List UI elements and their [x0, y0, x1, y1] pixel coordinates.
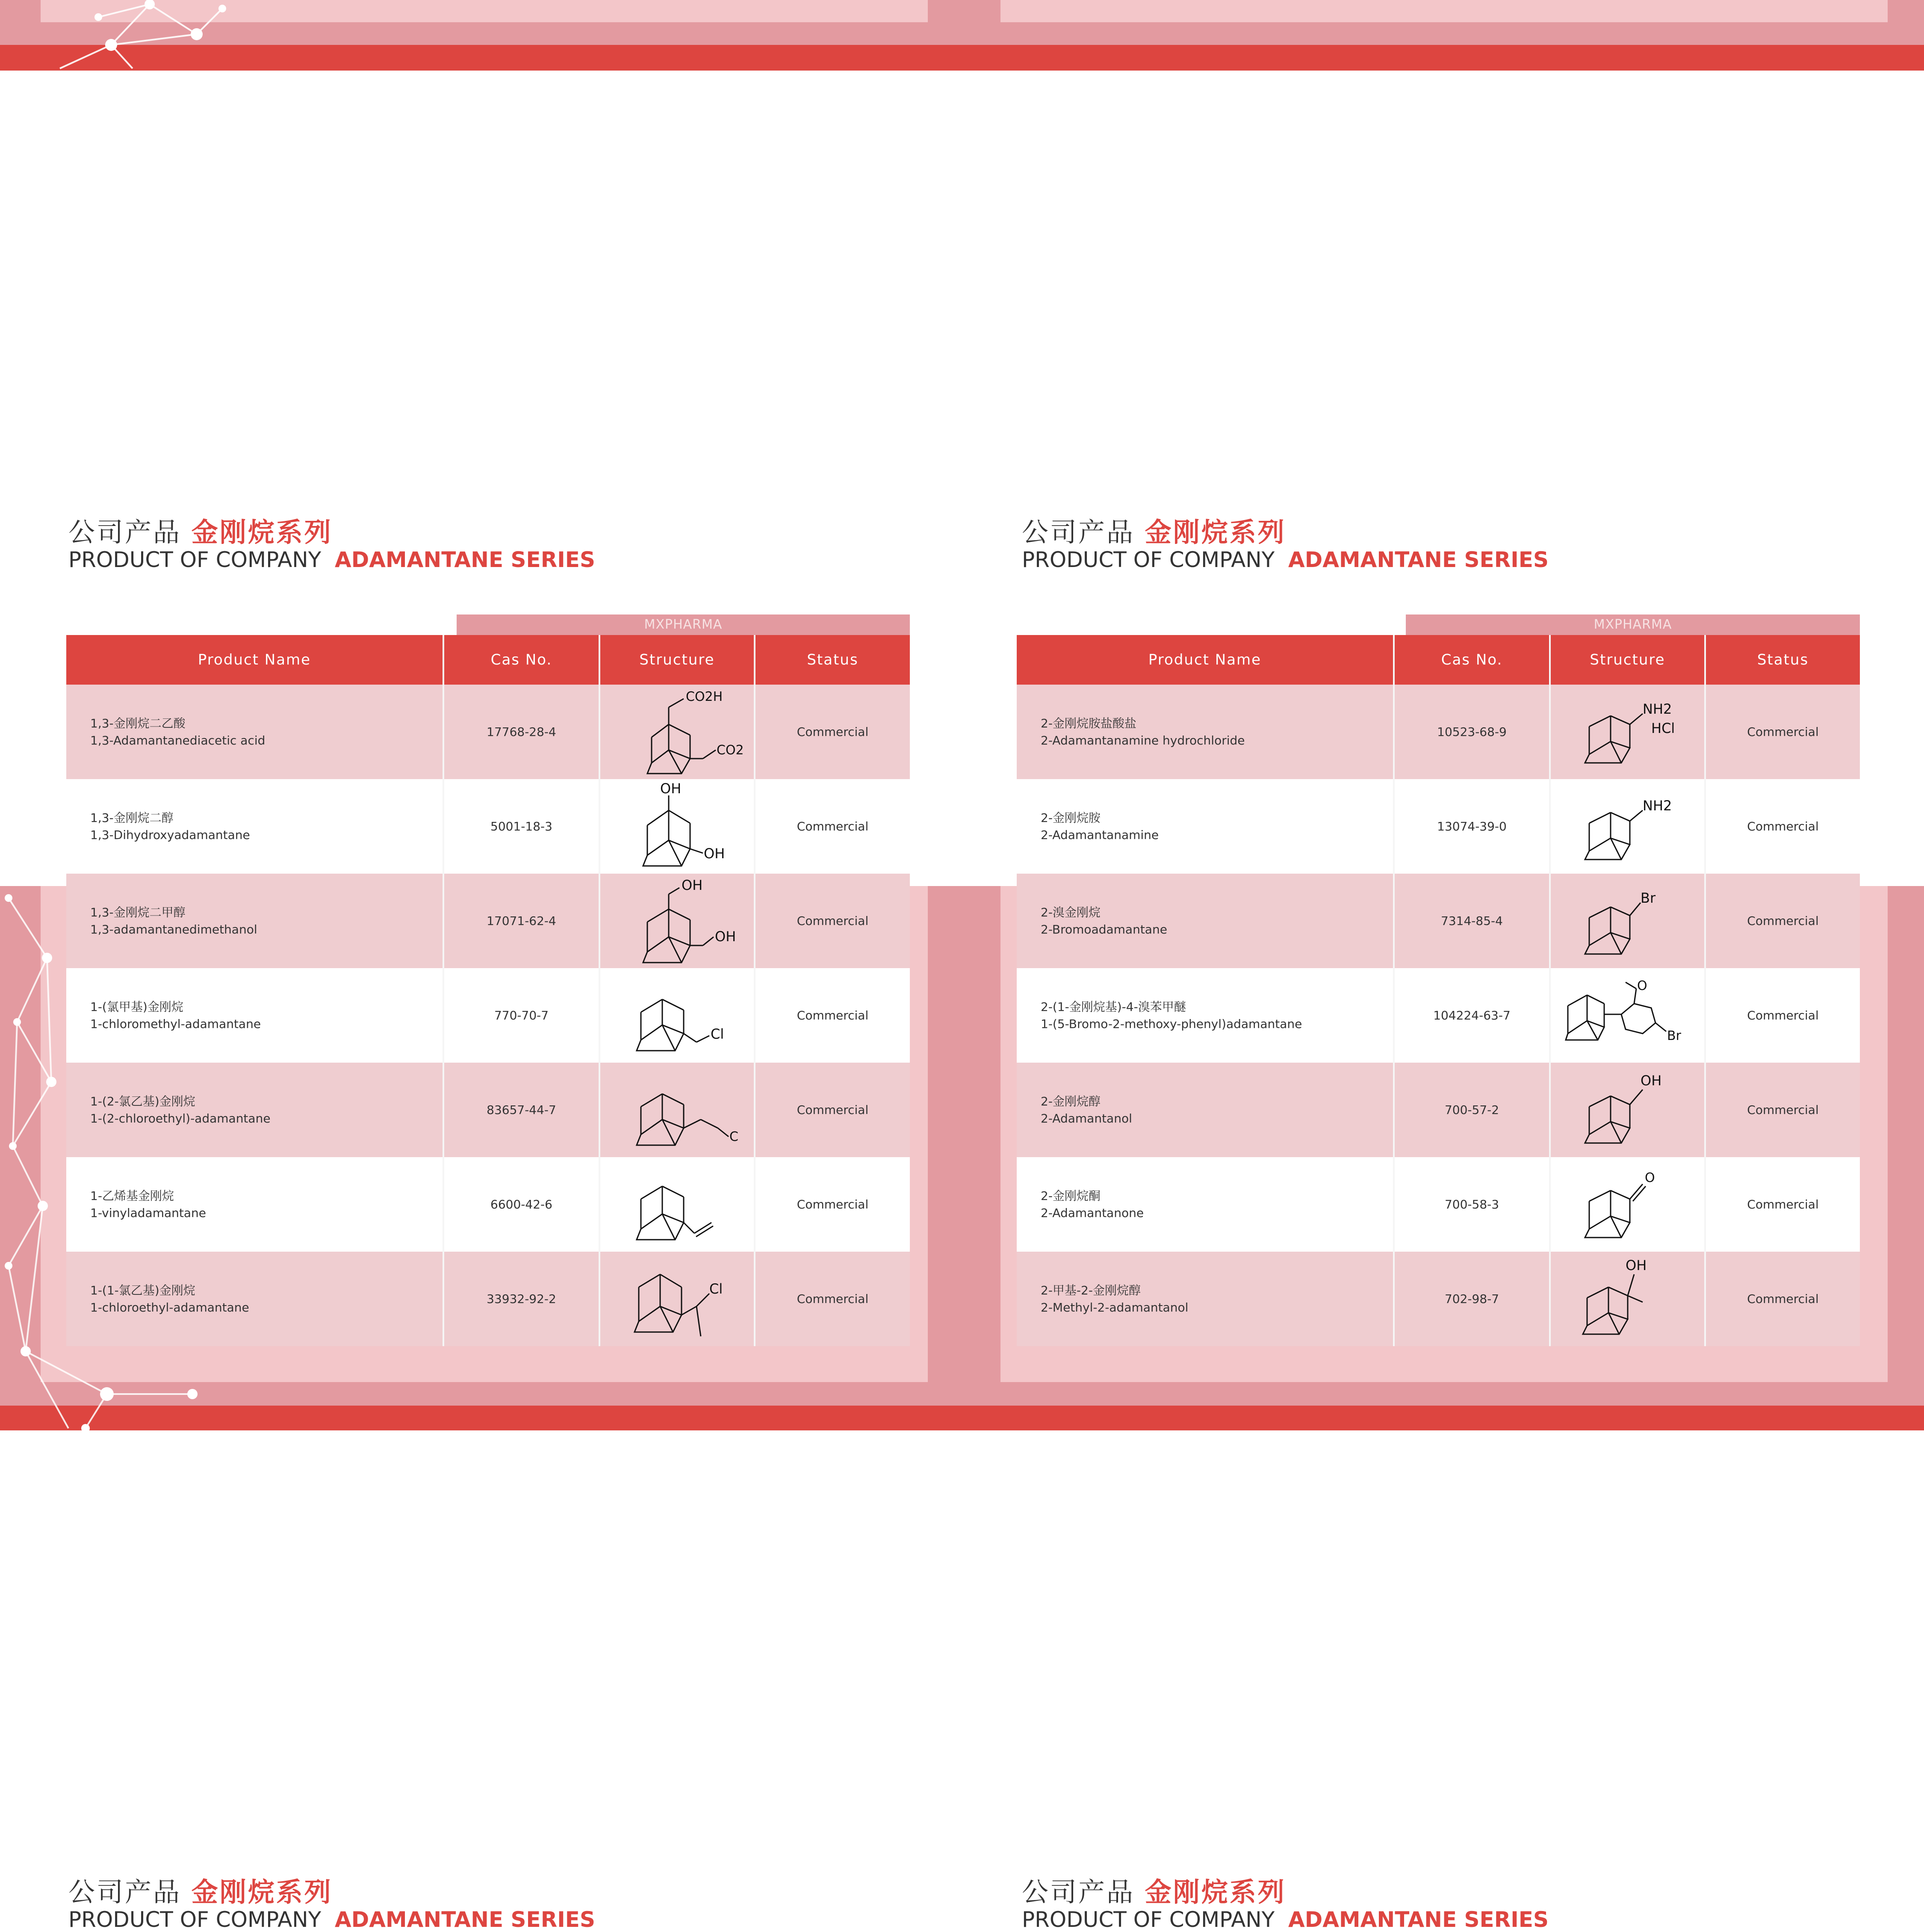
- top-right-inner-panel: [1000, 0, 1888, 22]
- status-value: Commercial: [1705, 779, 1860, 874]
- heading-cn: [1022, 511, 1549, 549]
- label-cl: Cl: [709, 1281, 723, 1297]
- structure-cell: [599, 1063, 755, 1157]
- product-name-cell: [66, 968, 443, 1063]
- structure-cell: [1550, 874, 1705, 968]
- brand-label-left: MXPHARMA: [457, 614, 910, 635]
- structure-cell: [599, 874, 755, 968]
- product-name-en: 1,3-adamantanedimethanol: [90, 922, 257, 936]
- status-value: Commercial: [1705, 1063, 1860, 1157]
- product-name-cell: [1017, 1252, 1394, 1346]
- table-row: [66, 1063, 910, 1157]
- adamantanedimethanol-structure: [605, 875, 750, 967]
- table-row: [66, 779, 910, 874]
- table-row: [1017, 1252, 1860, 1346]
- header-product-name: Product Name: [66, 635, 443, 685]
- structure-cell: [1550, 779, 1705, 874]
- product-name-cell: [66, 779, 443, 874]
- label-oh: OH: [681, 877, 702, 893]
- adamantanone-structure: [1555, 1158, 1700, 1250]
- heading-cn-prefix: 公司产品: [1022, 517, 1135, 548]
- table-row: [1017, 968, 1860, 1063]
- adamantane-diacetic-acid-structure: [605, 686, 750, 778]
- label-oh: OH: [1640, 1072, 1661, 1089]
- structure-cell: [1550, 968, 1705, 1063]
- heading-en-prefix: PRODUCT OF COMPANY: [68, 547, 322, 572]
- product-name-en: 2-Bromoadamantane: [1041, 922, 1167, 936]
- methyl-adamantanol-structure: [1555, 1253, 1700, 1345]
- product-name-en: 1-vinyladamantane: [90, 1205, 206, 1220]
- label-nh2: NH2: [1642, 798, 1672, 814]
- status-value: Commercial: [755, 874, 910, 968]
- adamantanol-structure: [1555, 1064, 1700, 1156]
- table-row: [66, 685, 910, 779]
- product-name-cn: 1,3-金刚烷二醇: [90, 810, 174, 825]
- heading-cn-prefix: 公司产品: [68, 517, 182, 548]
- product-name-cell: [1017, 968, 1394, 1063]
- product-name-cell: [66, 874, 443, 968]
- heading-en: [68, 1907, 595, 1932]
- heading-en-highlight: ADAMANTANE SERIES: [335, 547, 595, 572]
- table-row: [1017, 779, 1860, 874]
- status-value: Commercial: [1705, 1157, 1860, 1252]
- product-name-en: 2-Adamantanamine hydrochloride: [1041, 733, 1245, 747]
- cas-number: 700-58-3: [1394, 1157, 1550, 1252]
- product-name-en: 2-Adamantanol: [1041, 1111, 1132, 1126]
- heading-en: [1022, 1907, 1549, 1932]
- product-name-cell: [66, 685, 443, 779]
- label-hcl: HCl: [1651, 720, 1675, 736]
- cas-number: 104224-63-7: [1394, 968, 1550, 1063]
- cas-number: 702-98-7: [1394, 1252, 1550, 1346]
- 1-chloroethyl-adamantane-structure: [605, 1253, 750, 1345]
- product-name-cell: [1017, 685, 1394, 779]
- label-oh: OH: [703, 845, 725, 862]
- table-row: [66, 874, 910, 968]
- header-structure: Structure: [1550, 635, 1705, 685]
- table-row: [1017, 1063, 1860, 1157]
- product-name-cell: [1017, 1157, 1394, 1252]
- status-value: Commercial: [1705, 874, 1860, 968]
- table-row: [1017, 874, 1860, 968]
- product-name-en: 2-Adamantanamine: [1041, 827, 1159, 842]
- product-name-en: 1-(5-Bromo-2-methoxy-phenyl)adamantane: [1041, 1016, 1302, 1031]
- label-br: Br: [1640, 890, 1655, 906]
- product-name-en: 2-Adamantanone: [1041, 1205, 1144, 1220]
- heading-en-prefix: PRODUCT OF COMPANY: [1022, 1907, 1275, 1932]
- header-status: Status: [1705, 635, 1860, 685]
- chloromethyl-adamantane-structure: [605, 969, 750, 1061]
- label-nh2: NH2: [1642, 701, 1672, 717]
- header-cas-no: Cas No.: [443, 635, 599, 685]
- table-header-row: [66, 635, 910, 685]
- heading-cn-highlight: 金刚烷系列: [191, 517, 333, 548]
- heading-en-highlight: ADAMANTANE SERIES: [1288, 547, 1549, 572]
- product-name-en: 1,3-Adamantanediacetic acid: [90, 733, 266, 747]
- label-cl: Cl: [710, 1026, 724, 1042]
- cas-number: 6600-42-6: [443, 1157, 599, 1252]
- product-name-cn: 2-金刚烷醇: [1041, 1094, 1101, 1108]
- bromoadamantane-structure: [1555, 875, 1700, 967]
- label-o: O: [1644, 1170, 1655, 1185]
- table-row: [1017, 1157, 1860, 1252]
- brand-label-right: MXPHARMA: [1406, 614, 1860, 635]
- product-name-cell: [1017, 874, 1394, 968]
- label-br: Br: [1667, 1028, 1681, 1043]
- left-product-table: [66, 635, 910, 1346]
- label-oh: OH: [660, 780, 681, 797]
- table-row: [1017, 685, 1860, 779]
- cas-number: 17768-28-4: [443, 685, 599, 779]
- label-oh: OH: [1625, 1257, 1647, 1273]
- bottom-right-page-heading: [1022, 1871, 1549, 1932]
- status-value: Commercial: [755, 1252, 910, 1346]
- product-name-cn: 2-金刚烷胺盐酸盐: [1041, 716, 1136, 730]
- product-name-en: 2-Methyl-2-adamantanol: [1041, 1300, 1189, 1315]
- product-name-cell: [66, 1157, 443, 1252]
- product-name-cell: [66, 1252, 443, 1346]
- product-name-cn: 1-(2-氯乙基)金刚烷: [90, 1094, 195, 1108]
- table-row: [66, 1252, 910, 1346]
- adamantanamine-hcl-structure: [1555, 686, 1700, 778]
- heading-en-highlight: ADAMANTANE SERIES: [335, 1907, 595, 1932]
- heading-en-prefix: PRODUCT OF COMPANY: [68, 1907, 322, 1932]
- cas-number: 83657-44-7: [443, 1063, 599, 1157]
- vinyladamantane-structure: [605, 1158, 750, 1250]
- cas-number: 10523-68-9: [1394, 685, 1550, 779]
- header-status: Status: [755, 635, 910, 685]
- status-value: Commercial: [755, 685, 910, 779]
- bottom-left-page-heading: [68, 1871, 595, 1932]
- right-page-heading: [1022, 511, 1549, 572]
- product-name-cn: 2-金刚烷胺: [1041, 810, 1101, 825]
- chloroethyl-adamantane-structure: [605, 1064, 750, 1156]
- status-value: Commercial: [1705, 685, 1860, 779]
- left-page-heading: [68, 511, 595, 572]
- product-name-en: 1-chloroethyl-adamantane: [90, 1300, 249, 1315]
- structure-cell: [599, 779, 755, 874]
- product-name-cn: 2-金刚烷酮: [1041, 1188, 1101, 1203]
- product-name-en: 1,3-Dihydroxyadamantane: [90, 827, 250, 842]
- heading-en: [68, 547, 595, 572]
- heading-cn: [1022, 1871, 1549, 1909]
- structure-cell: [1550, 1063, 1705, 1157]
- product-name-cn: 1-(1-氯乙基)金刚烷: [90, 1283, 195, 1297]
- heading-cn-highlight: 金刚烷系列: [1145, 517, 1286, 548]
- cas-number: 5001-18-3: [443, 779, 599, 874]
- status-value: Commercial: [755, 968, 910, 1063]
- status-value: Commercial: [755, 1157, 910, 1252]
- heading-en: [1022, 547, 1549, 572]
- header-cas-no: Cas No.: [1394, 635, 1550, 685]
- structure-cell: [1550, 685, 1705, 779]
- cas-number: 13074-39-0: [1394, 779, 1550, 874]
- table-row: [66, 968, 910, 1063]
- structure-cell: [599, 968, 755, 1063]
- cas-number: 17071-62-4: [443, 874, 599, 968]
- heading-en-highlight: ADAMANTANE SERIES: [1288, 1907, 1549, 1932]
- structure-cell: [599, 685, 755, 779]
- product-name-cn: 1-乙烯基金刚烷: [90, 1188, 174, 1203]
- product-name-en: 1-chloromethyl-adamantane: [90, 1016, 261, 1031]
- label-co2h: CO2H: [685, 689, 723, 704]
- structure-cell: [599, 1252, 755, 1346]
- product-name-cn: 1-(氯甲基)金刚烷: [90, 999, 183, 1014]
- heading-cn-highlight: 金刚烷系列: [191, 1876, 333, 1908]
- status-value: Commercial: [1705, 1252, 1860, 1346]
- product-name-cell: [1017, 1063, 1394, 1157]
- status-value: Commercial: [755, 1063, 910, 1157]
- structure-cell: [1550, 1252, 1705, 1346]
- adamantanamine-structure: [1555, 780, 1700, 872]
- product-name-cn: 2-甲基-2-金刚烷醇: [1041, 1283, 1141, 1297]
- bromo-methoxyphenyl-adamantane-structure: [1555, 969, 1700, 1061]
- table-header-row: [1017, 635, 1860, 685]
- heading-cn-highlight: 金刚烷系列: [1145, 1876, 1286, 1908]
- cas-number: 770-70-7: [443, 968, 599, 1063]
- network-decoration-top: [43, 0, 248, 73]
- cas-number: 700-57-2: [1394, 1063, 1550, 1157]
- heading-cn: [68, 1871, 595, 1909]
- dihydroxyadamantane-structure: [605, 780, 750, 872]
- cas-number: 33932-92-2: [443, 1252, 599, 1346]
- label-co2: CO2: [716, 743, 744, 758]
- cas-number: 7314-85-4: [1394, 874, 1550, 968]
- product-name-cn: 2-溴金刚烷: [1041, 905, 1101, 919]
- product-name-cell: [1017, 779, 1394, 874]
- heading-cn-prefix: 公司产品: [1022, 1876, 1135, 1908]
- right-product-table: [1017, 635, 1860, 1346]
- header-product-name: Product Name: [1017, 635, 1394, 685]
- product-name-cn: 2-(1-金刚烷基)-4-溴苯甲醚: [1041, 999, 1186, 1014]
- heading-en-prefix: PRODUCT OF COMPANY: [1022, 547, 1275, 572]
- product-name-cn: 1,3-金刚烷二乙酸: [90, 716, 186, 730]
- table-row: [66, 1157, 910, 1252]
- status-value: Commercial: [1705, 968, 1860, 1063]
- heading-cn: [68, 511, 595, 549]
- top-red-bar: [0, 45, 1924, 71]
- status-value: Commercial: [755, 779, 910, 874]
- structure-cell: [1550, 1157, 1705, 1252]
- structure-cell: [599, 1157, 755, 1252]
- label-oh: OH: [714, 928, 736, 945]
- heading-cn-prefix: 公司产品: [68, 1876, 182, 1908]
- label-c: C: [729, 1129, 738, 1144]
- label-o: O: [1637, 978, 1647, 993]
- bottom-red-bar: [0, 1406, 1924, 1430]
- product-name-cell: [66, 1063, 443, 1157]
- header-structure: Structure: [599, 635, 755, 685]
- product-name-cn: 1,3-金刚烷二甲醇: [90, 905, 186, 919]
- product-name-en: 1-(2-chloroethyl)-adamantane: [90, 1111, 271, 1126]
